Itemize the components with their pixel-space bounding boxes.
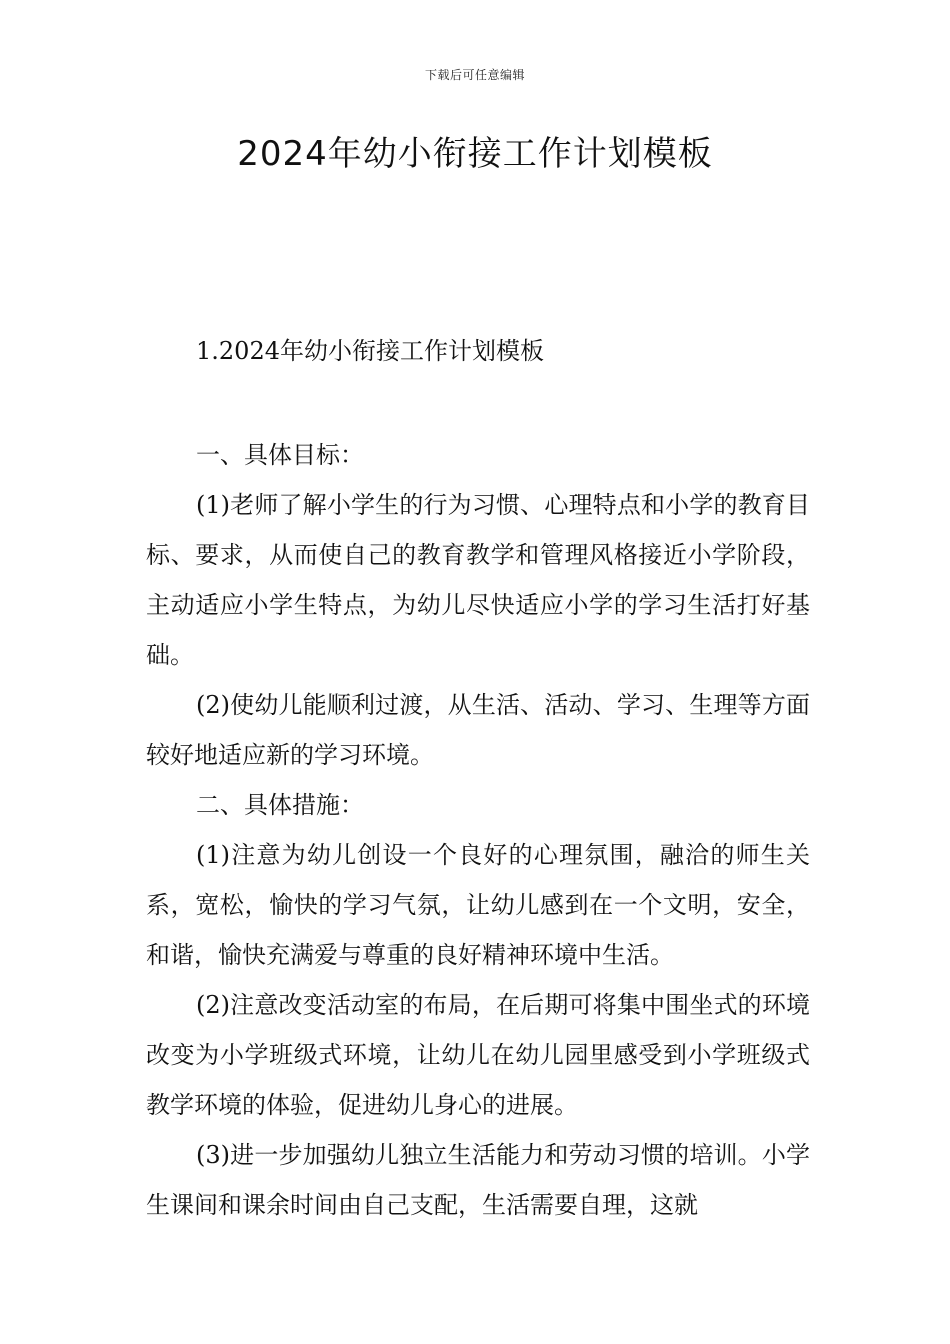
section-heading: 1.2024年幼小衔接工作计划模板 — [196, 337, 544, 365]
paragraph-measure-3: (3)进一步加强幼儿独立生活能力和劳动习惯的培训。小学生课间和课余时间由自己支配，生活需要自理，这就 — [146, 1141, 810, 1219]
header-note: 下载后可任意编辑 — [424, 68, 525, 82]
paragraph-measures-heading: 二、具体措施： — [196, 791, 364, 819]
paragraph-goals-heading: 一、具体目标： — [196, 441, 364, 469]
paragraph-measure-1: (1)注意为幼儿创设一个良好的心理氛围，融洽的师生关系，宽松，愉快的学习气氛，让幼儿感到在一个文明，安全，和谐，愉快充满爱与尊重的良好精神环境中生活。 — [146, 841, 810, 969]
paragraph-measure-2: (2)注意改变活动室的布局，在后期可将集中围坐式的环境改变为小学班级式环境，让幼儿在幼儿园里感受到小学班级式教学环境的体验，促进幼儿身心的进展。 — [146, 991, 810, 1119]
document-title: 2024年幼小衔接工作计划模板 — [237, 134, 713, 174]
paragraph-goal-2: (2)使幼儿能顺利过渡，从生活、活动、学习、生理等方面较好地适应新的学习环境。 — [146, 691, 810, 769]
paragraph-goal-1: (1)老师了解小学生的行为习惯、心理特点和小学的教育目标、要求，从而使自己的教育教学和管理风格接近小学阶段，主动适应小学生特点，为幼儿尽快适应小学的学习生活打好基础。 — [146, 491, 810, 669]
document-body — [146, 430, 810, 1230]
